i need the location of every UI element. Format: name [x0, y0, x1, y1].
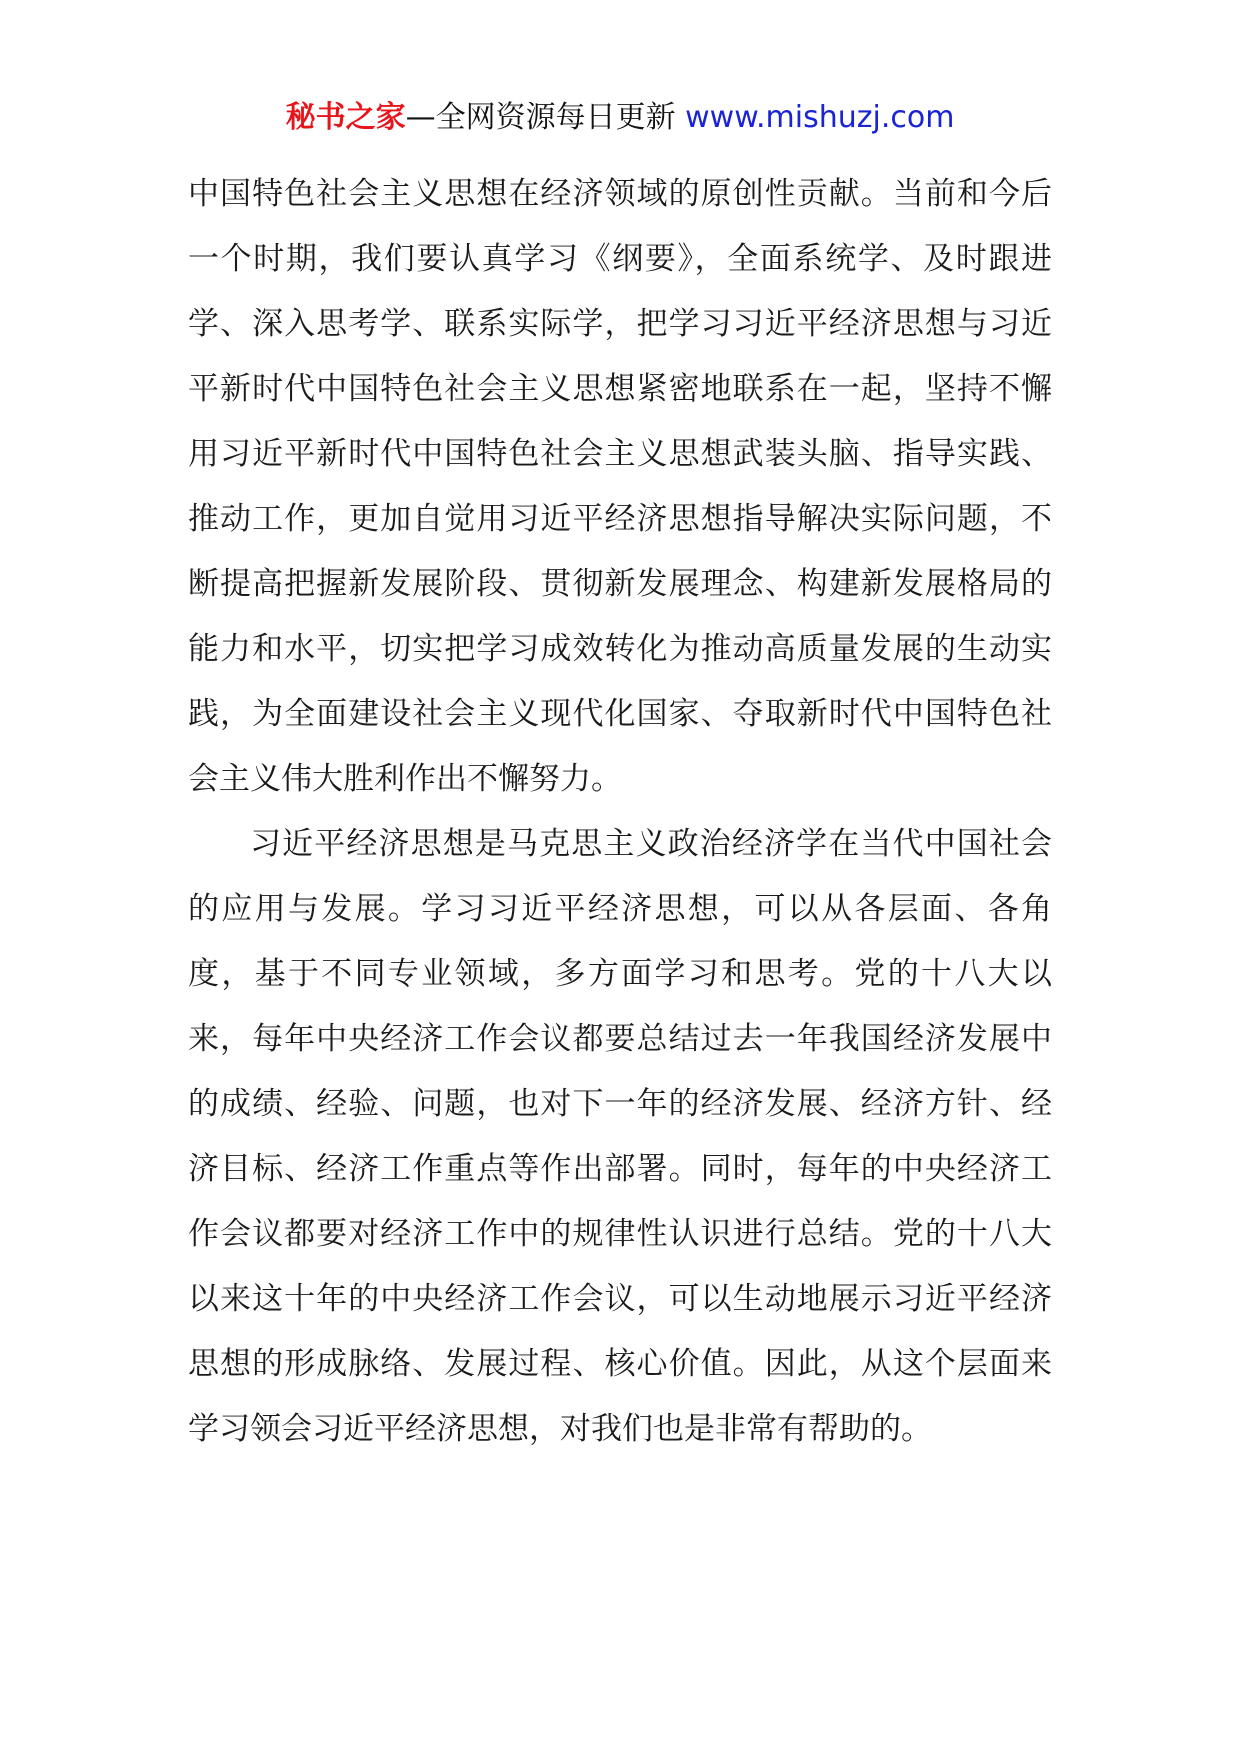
header-url-link[interactable]: www.mishuzj.com [685, 100, 955, 135]
header-brand: 秘书之家 [285, 100, 406, 135]
page-header [0, 98, 1240, 138]
document-body [188, 162, 1052, 1462]
paragraph: 习近平经济思想是马克思主义政治经济学在当代中国社会的应用与发展。学习习近平经济思想，可以从各层面、各角度，基于不同专业领域，多方面学习和思考。党的十八大以来，每年中央经济工作会议都要总结过去一年我国经济发展中的成绩、经验、问题，也对下一年的经济发展、经济方针、经济目标、经济工作重点等作出部署。同时，每年的中央经济工作会议都要对经济工作中的规律性认识进行总结。党的十八大以来这十年的中央经济工作会议，可以生动地展示习近平经济思想的形成脉络、发展过程、核心价值。因此，从这个层面来学习领会习近平经济思想，对我们也是非常有帮助的。 [188, 826, 1052, 1447]
header-slogan: —全网资源每日更新 [405, 100, 686, 135]
paragraph-continued: 中国特色社会主义思想在经济领域的原创性贡献。当前和今后一个时期，我们要认真学习《纲要》，全面系统学、及时跟进学、深入思考学、联系实际学，把学习习近平经济思想与习近平新时代中国特色社会主义思想紧密地联系在一起，坚持不懈用习近平新时代中国特色社会主义思想武装头脑、指导实践、推动工作，更加自觉用习近平经济思想指导解决实际问题，不断提高把握新发展阶段、贯彻新发展理念、构建新发展格局的能力和水平，切实把学习成效转化为推动高质量发展的生动实践，为全面建设社会主义现代化国家、夺取新时代中国特色社会主义伟大胜利作出不懈努力。 [188, 176, 1052, 797]
